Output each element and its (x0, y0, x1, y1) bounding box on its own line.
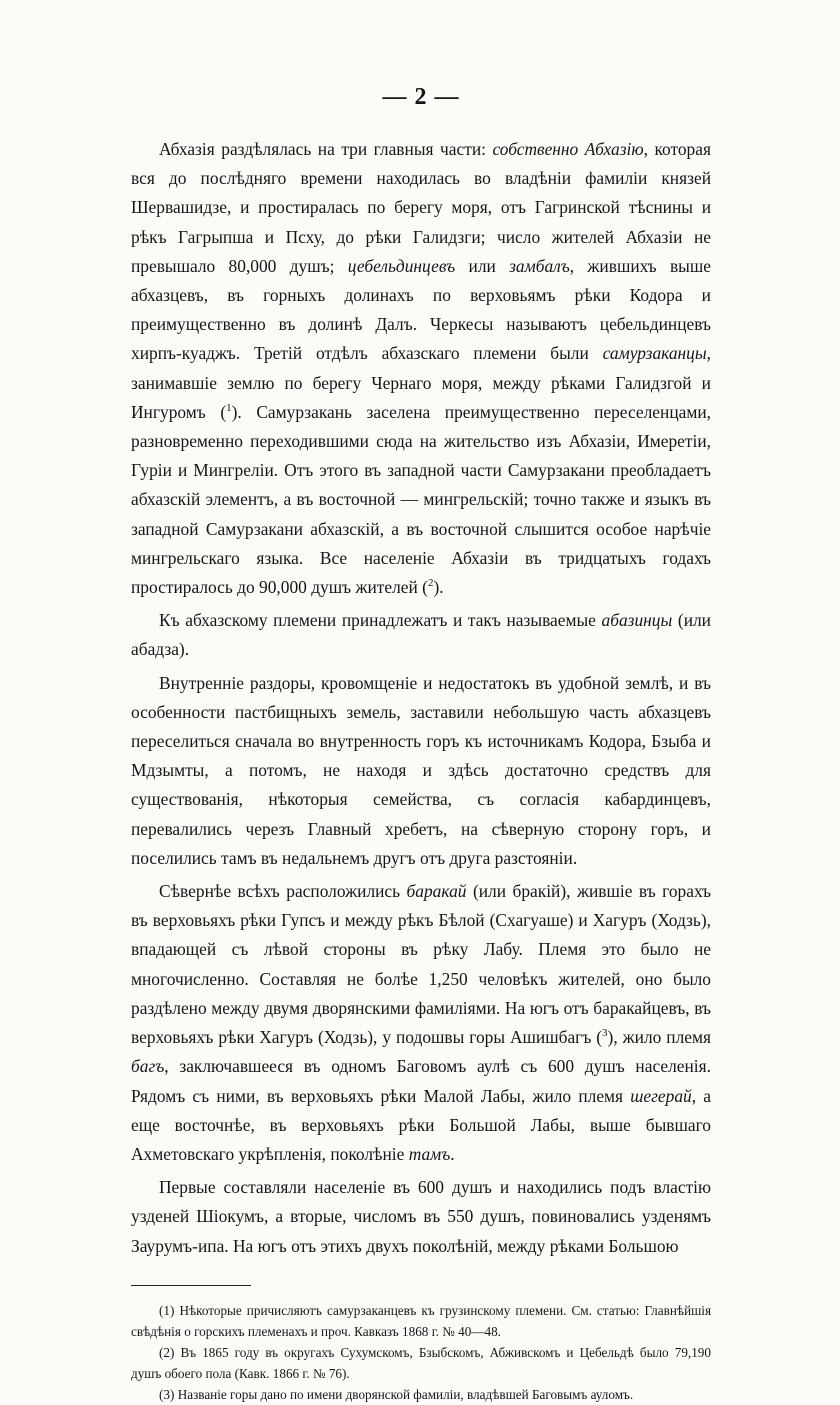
footnote-ref: 2 (427, 577, 434, 590)
body-text (131, 135, 711, 1261)
italic-term: абазинцы (601, 610, 673, 631)
text-run: Внутренніе раздоры, кровомщеніе и недостатокъ въ удобной землѣ, и въ особенности пастбищныхъ земель, заставили небольшую часть абхазцевъ переселиться сначала во внутренность горъ къ источникамъ Кодора, Бзыба и Мдзымты, а потомъ, не находя и здѣсь достаточно средствъ для существованія, нѣкоторыя семейства, съ согласія кабардинцевъ, перевалились черезъ Главный хребетъ, на сѣверную сторону горъ, и поселились тамъ въ недальнемъ другъ отъ друга разстояніи. (131, 672, 711, 868)
text-run: Сѣвернѣе всѣхъ расположились (159, 881, 407, 902)
footnotes (131, 1300, 711, 1405)
paragraph-1 (131, 135, 711, 602)
footnote-mark: (1) (159, 1302, 175, 1318)
italic-term: цебельдинцевъ (347, 255, 456, 276)
text-run: , занимавшіе землю по берегу Чернаго моря, между рѣками Галидзгой и Ингуромъ ( (131, 343, 711, 422)
text-run: . (450, 1143, 455, 1164)
text-run: , заключавшееся въ одномъ Баговомъ аулѣ съ 600 душъ населенія. Рядомъ съ ними, въ верховьяхъ рѣки Малой Лабы, жило племя (131, 1056, 711, 1106)
paragraph-5 (131, 1173, 711, 1261)
footnote-ref: 3 (602, 1027, 608, 1040)
text-run: (или бракій), жившіе въ горахъ въ верховьяхъ рѣки Гупсъ и между рѣкъ Бѣлой (Схагуаше) и Хагуръ (Ходзь), впадающей съ лѣвой стороны въ рѣку Лабу. Племя это было не многочисленно. Составляя не болѣе 1,250 человѣкъ жителей, оно было раздѣлено между двумя дворянскими фамиліями. На югъ отъ баракайцевъ, въ верховьяхъ рѣки Хагуръ (Ходзь), у подошвы горы Ашишбагъ ( (131, 881, 711, 1048)
footnote-1 (131, 1300, 711, 1342)
paragraph-3 (131, 669, 711, 873)
paragraph-4 (131, 877, 711, 1169)
footnote-mark: (2) (159, 1344, 175, 1360)
text-run: ). Самурзакань заселена преимущественно переселенцами, разновременно переходившими сюда на жительство изъ Абхазіи, Имеретіи, Гуріи и Мингреліи. Отъ этого въ западной части Самурзакани преобладаетъ абхазскій элементъ, а въ восточной — мингрельскій; точно также и языкъ въ западной Самурзакани абхазскій, а въ восточной слышится особое нарѣчіе мингрельскаго языка. Все населеніе Абхазіи въ тридцатыхъ годахъ простиралось до 90,000 душъ жителей ( (131, 401, 711, 598)
text-run: , жившихъ выше абхазцевъ, въ горныхъ долинахъ по верховьямъ рѣки Кодора и преимущественно въ долинѣ Далъ. Черкесы называютъ цебельдинцевъ хирпъ-куаджъ. Третій отдѣлъ абхазскаго племени были (131, 255, 711, 364)
footnote-text: Въ 1865 году въ округахъ Сухумскомъ, Бзыбскомъ, Абживскомъ и Цебельдѣ было 79,190 душъ обоего пола (Кавк. 1866 г. № 76). (131, 1344, 711, 1381)
footnote-3 (131, 1384, 711, 1405)
text-run: ). (433, 577, 444, 598)
footnote-text: Названіе горы дано по имени дворянской фамиліи, владѣвшей Баговымъ ауломъ. (177, 1386, 634, 1402)
paragraph-2 (131, 606, 711, 664)
italic-term: тамъ (408, 1143, 451, 1164)
footnote-2 (131, 1342, 711, 1384)
text-run: , которая вся до послѣдняго времени находилась во владѣніи фамиліи князей Шервашидзе, и простиралась по берегу моря, отъ Гагринской тѣснины и рѣкъ Гагрыпша и Псху, до рѣки Галидзги; число жителей Абхазіи не превышало 80,000 душъ; (131, 139, 711, 276)
text-run: Къ абхазскому племени принадлежатъ и такъ называемые (159, 610, 602, 631)
italic-term: собственно Абхазію (492, 139, 644, 159)
text-run: , а еще восточнѣе, въ верховьяхъ рѣки Большой Лабы, выше бывшаго Ахметовскаго укрѣпленія, поколѣніе (131, 1085, 712, 1164)
text-run: Абхазія раздѣлялась на три главныя части: (159, 139, 493, 159)
text-run: ), жило племя (607, 1027, 711, 1048)
italic-term: шегерай (630, 1085, 692, 1106)
italic-term: самурзаканцы (602, 343, 707, 364)
text-run: Первые составляли населеніе въ 600 душъ и находились подъ властію узденей Шіокумъ, а вторые, числомъ въ 550 душъ, повиновались узденямъ Заурумъ-ипа. На югъ отъ этихъ двухъ поколѣній, между рѣками Большою (131, 1177, 711, 1256)
italic-term: замбалъ (509, 255, 570, 276)
footnote-ref: 1 (226, 402, 232, 415)
footnote-divider (131, 1285, 251, 1286)
italic-term: багъ (131, 1056, 165, 1077)
page-number: — 2 — (382, 84, 460, 110)
footnote-text: Нѣкоторые причисляютъ самурзаканцевъ къ грузинскому племени. См. статью: Главнѣйшія свѣдѣнія о горскихъ племенахъ и проч. Кавказъ 1868 г. № 40—48. (131, 1302, 712, 1339)
italic-term: баракай (406, 881, 467, 902)
text-run: (или абадза). (131, 610, 711, 660)
document-page (131, 84, 711, 1405)
text-run: или (455, 255, 510, 276)
footnote-mark: (3) (159, 1386, 175, 1402)
